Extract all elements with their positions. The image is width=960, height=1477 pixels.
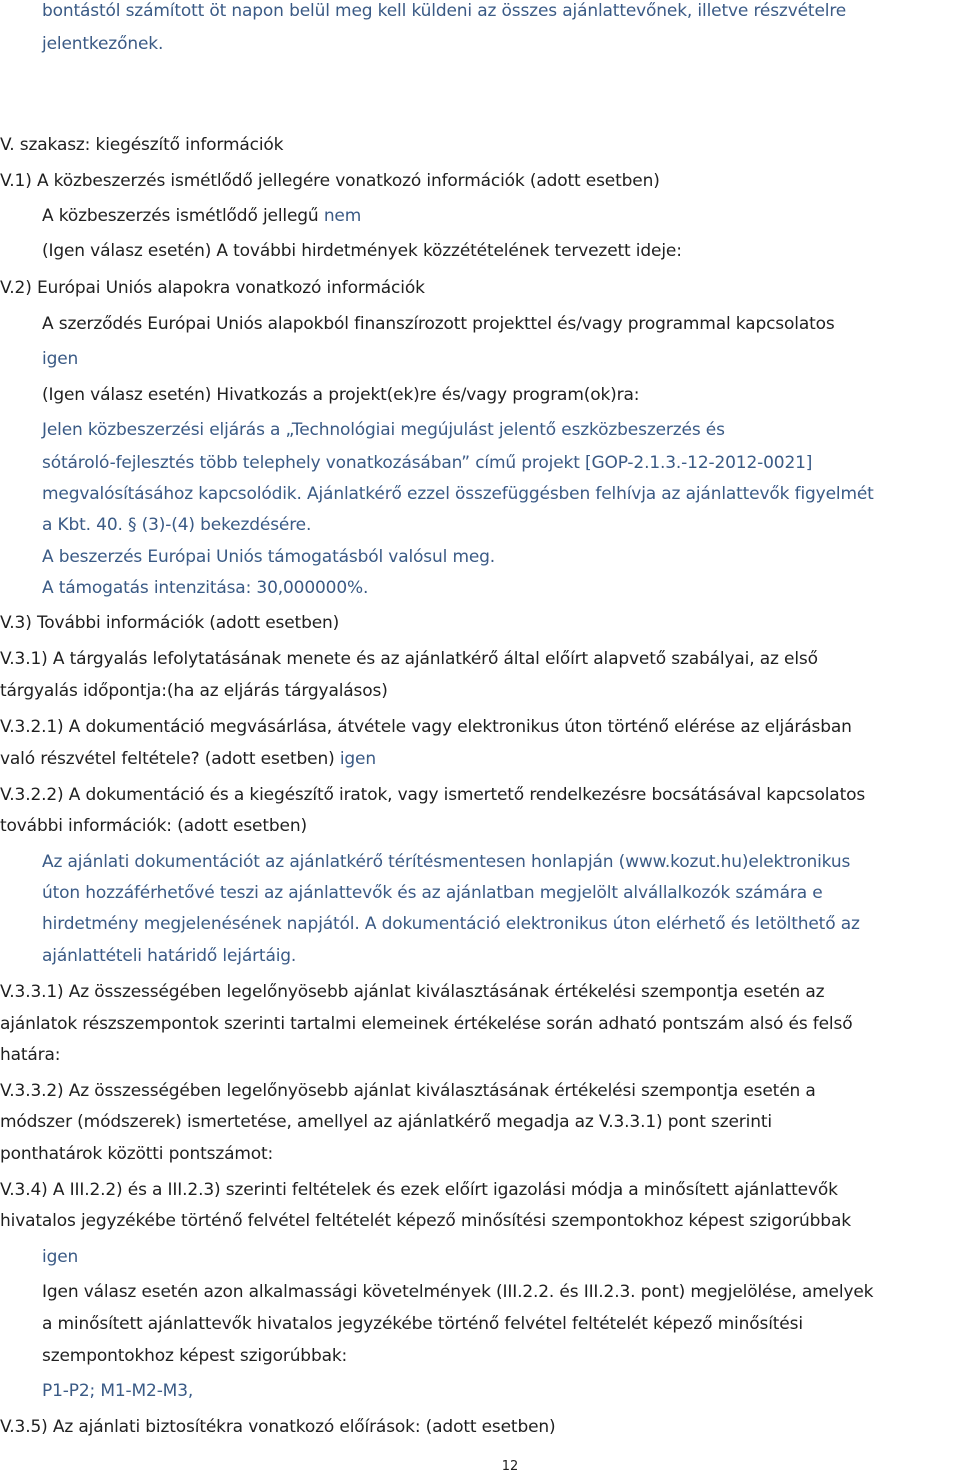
text-line: úton hozzáférhetővé teszi az ajánlattevők és az ajánlatban megjelölt alvállalkozók számára e — [42, 883, 823, 903]
text-line: ponthatárok közötti pontszámot: — [0, 1144, 274, 1164]
field-label: A közbeszerzés ismétlődő jellegű — [42, 206, 324, 226]
text-line: V.3.3.2) Az összességében legelőnyösebb ajánlat kiválasztásának értékelési szempontja esetén a — [0, 1081, 816, 1101]
text-line: Az ajánlati dokumentációt az ajánlatkérő térítésmentesen honlapján (www.kozut.hu)elektronikus — [42, 852, 851, 872]
text-line: sótároló-fejlesztés több telephely vonatkozásában” című projekt [GOP-2.1.3.-12-2012-0021] — [42, 453, 813, 473]
text-line: megvalósításához kapcsolódik. Ajánlatkérő ezzel összefüggésben felhívja az ajánlattevők figyelmét — [42, 484, 874, 504]
text-line: szempontokhoz képest szigorúbbak: — [42, 1346, 348, 1366]
text-line: A támogatás intenzitása: 30,000000%. — [42, 578, 369, 598]
text-line: határa: — [0, 1045, 61, 1065]
subsection-heading: V.2) Európai Uniós alapokra vonatkozó információk — [0, 278, 425, 298]
field-label: való részvétel feltétele? (adott esetben) — [0, 749, 340, 769]
text-line: V.3.1) A tárgyalás lefolytatásának menete és az ajánlatkérő által előírt alapvető szabályai, az első — [0, 649, 818, 669]
text-line: jelentkezőnek. — [42, 34, 164, 54]
field-value: igen — [42, 349, 79, 369]
text-line: ajánlatok részszempontok szerinti tartalmi elemeinek értékelése során adható pontszám alsó és felső — [0, 1014, 853, 1034]
text-line: hivatalos jegyzékébe történő felvétel feltételét képező minősítési szempontokhoz képest szigorúbbak — [0, 1211, 851, 1231]
text-line: V.3.5) Az ajánlati biztosítékra vonatkozó előírások: (adott esetben) — [0, 1417, 556, 1437]
subsection-heading: V.3) További információk (adott esetben) — [0, 613, 340, 633]
text-line: V.3.4) A III.2.2) és a III.2.3) szerinti feltételek és ezek előírt igazolási módja a minősített ajánlattevők — [0, 1180, 838, 1200]
text-line: Jelen közbeszerzési eljárás a „Technológiai megújulást jelentő eszközbeszerzés és — [42, 420, 725, 440]
text-line: a Kbt. 40. § (3)-(4) bekezdésére. — [42, 515, 312, 535]
text-line: (Igen válasz esetén) Hivatkozás a projekt(ek)re és/vagy program(ok)ra: — [42, 385, 640, 405]
text-line: A beszerzés Európai Uniós támogatásból valósul meg. — [42, 547, 496, 567]
text-line: ajánlattételi határidő lejártáig. — [42, 946, 297, 966]
text-line: hirdetmény megjelenésének napjától. A dokumentáció elektronikus úton elérhető és letölthető az — [42, 914, 860, 934]
text-line — [0, 748, 376, 770]
page-number: 12 — [501, 1459, 519, 1474]
section-heading: V. szakasz: kiegészítő információk — [0, 135, 284, 155]
text-line: Igen válasz esetén azon alkalmassági követelmények (III.2.2. és III.2.3. pont) megjelölése, amelyek — [42, 1282, 874, 1302]
text-line: V.3.3.1) Az összességében legelőnyösebb ajánlat kiválasztásának értékelési szempontja esetén az — [0, 982, 825, 1002]
text-line: V.3.2.2) A dokumentáció és a kiegészítő iratok, vagy ismertető rendelkezésre bocsátásával kapcsolatos — [0, 785, 866, 805]
text-line: a minősített ajánlattevők hivatalos jegyzékébe történő felvétel feltételét képező minősítési — [42, 1314, 803, 1334]
text-line: A szerződés Európai Uniós alapokból finanszírozott projekttel és/vagy programmal kapcsolatos — [42, 314, 835, 334]
text-line: további információk: (adott esetben) — [0, 816, 307, 836]
subsection-heading: V.1) A közbeszerzés ismétlődő jellegére vonatkozó információk (adott esetben) — [0, 171, 660, 191]
field-value: igen — [42, 1247, 79, 1267]
text-line: bontástól számított öt napon belül meg kell küldeni az összes ajánlattevőnek, illetve részvételre — [42, 1, 847, 21]
text-line: módszer (módszerek) ismertetése, amellyel az ajánlatkérő megadja az V.3.3.1) pont szerinti — [0, 1112, 772, 1132]
field-value: P1-P2; M1-M2-M3, — [42, 1381, 194, 1401]
text-line: (Igen válasz esetén) A további hirdetmények közzétételének tervezett ideje: — [42, 241, 682, 261]
text-line — [42, 205, 361, 227]
text-line: V.3.2.1) A dokumentáció megvásárlása, átvétele vagy elektronikus úton történő elérése az eljárásban — [0, 717, 852, 737]
field-value: igen — [339, 749, 376, 769]
field-value: nem — [323, 206, 362, 226]
text-line: tárgyalás időpontja:(ha az eljárás tárgyalásos) — [0, 681, 388, 701]
